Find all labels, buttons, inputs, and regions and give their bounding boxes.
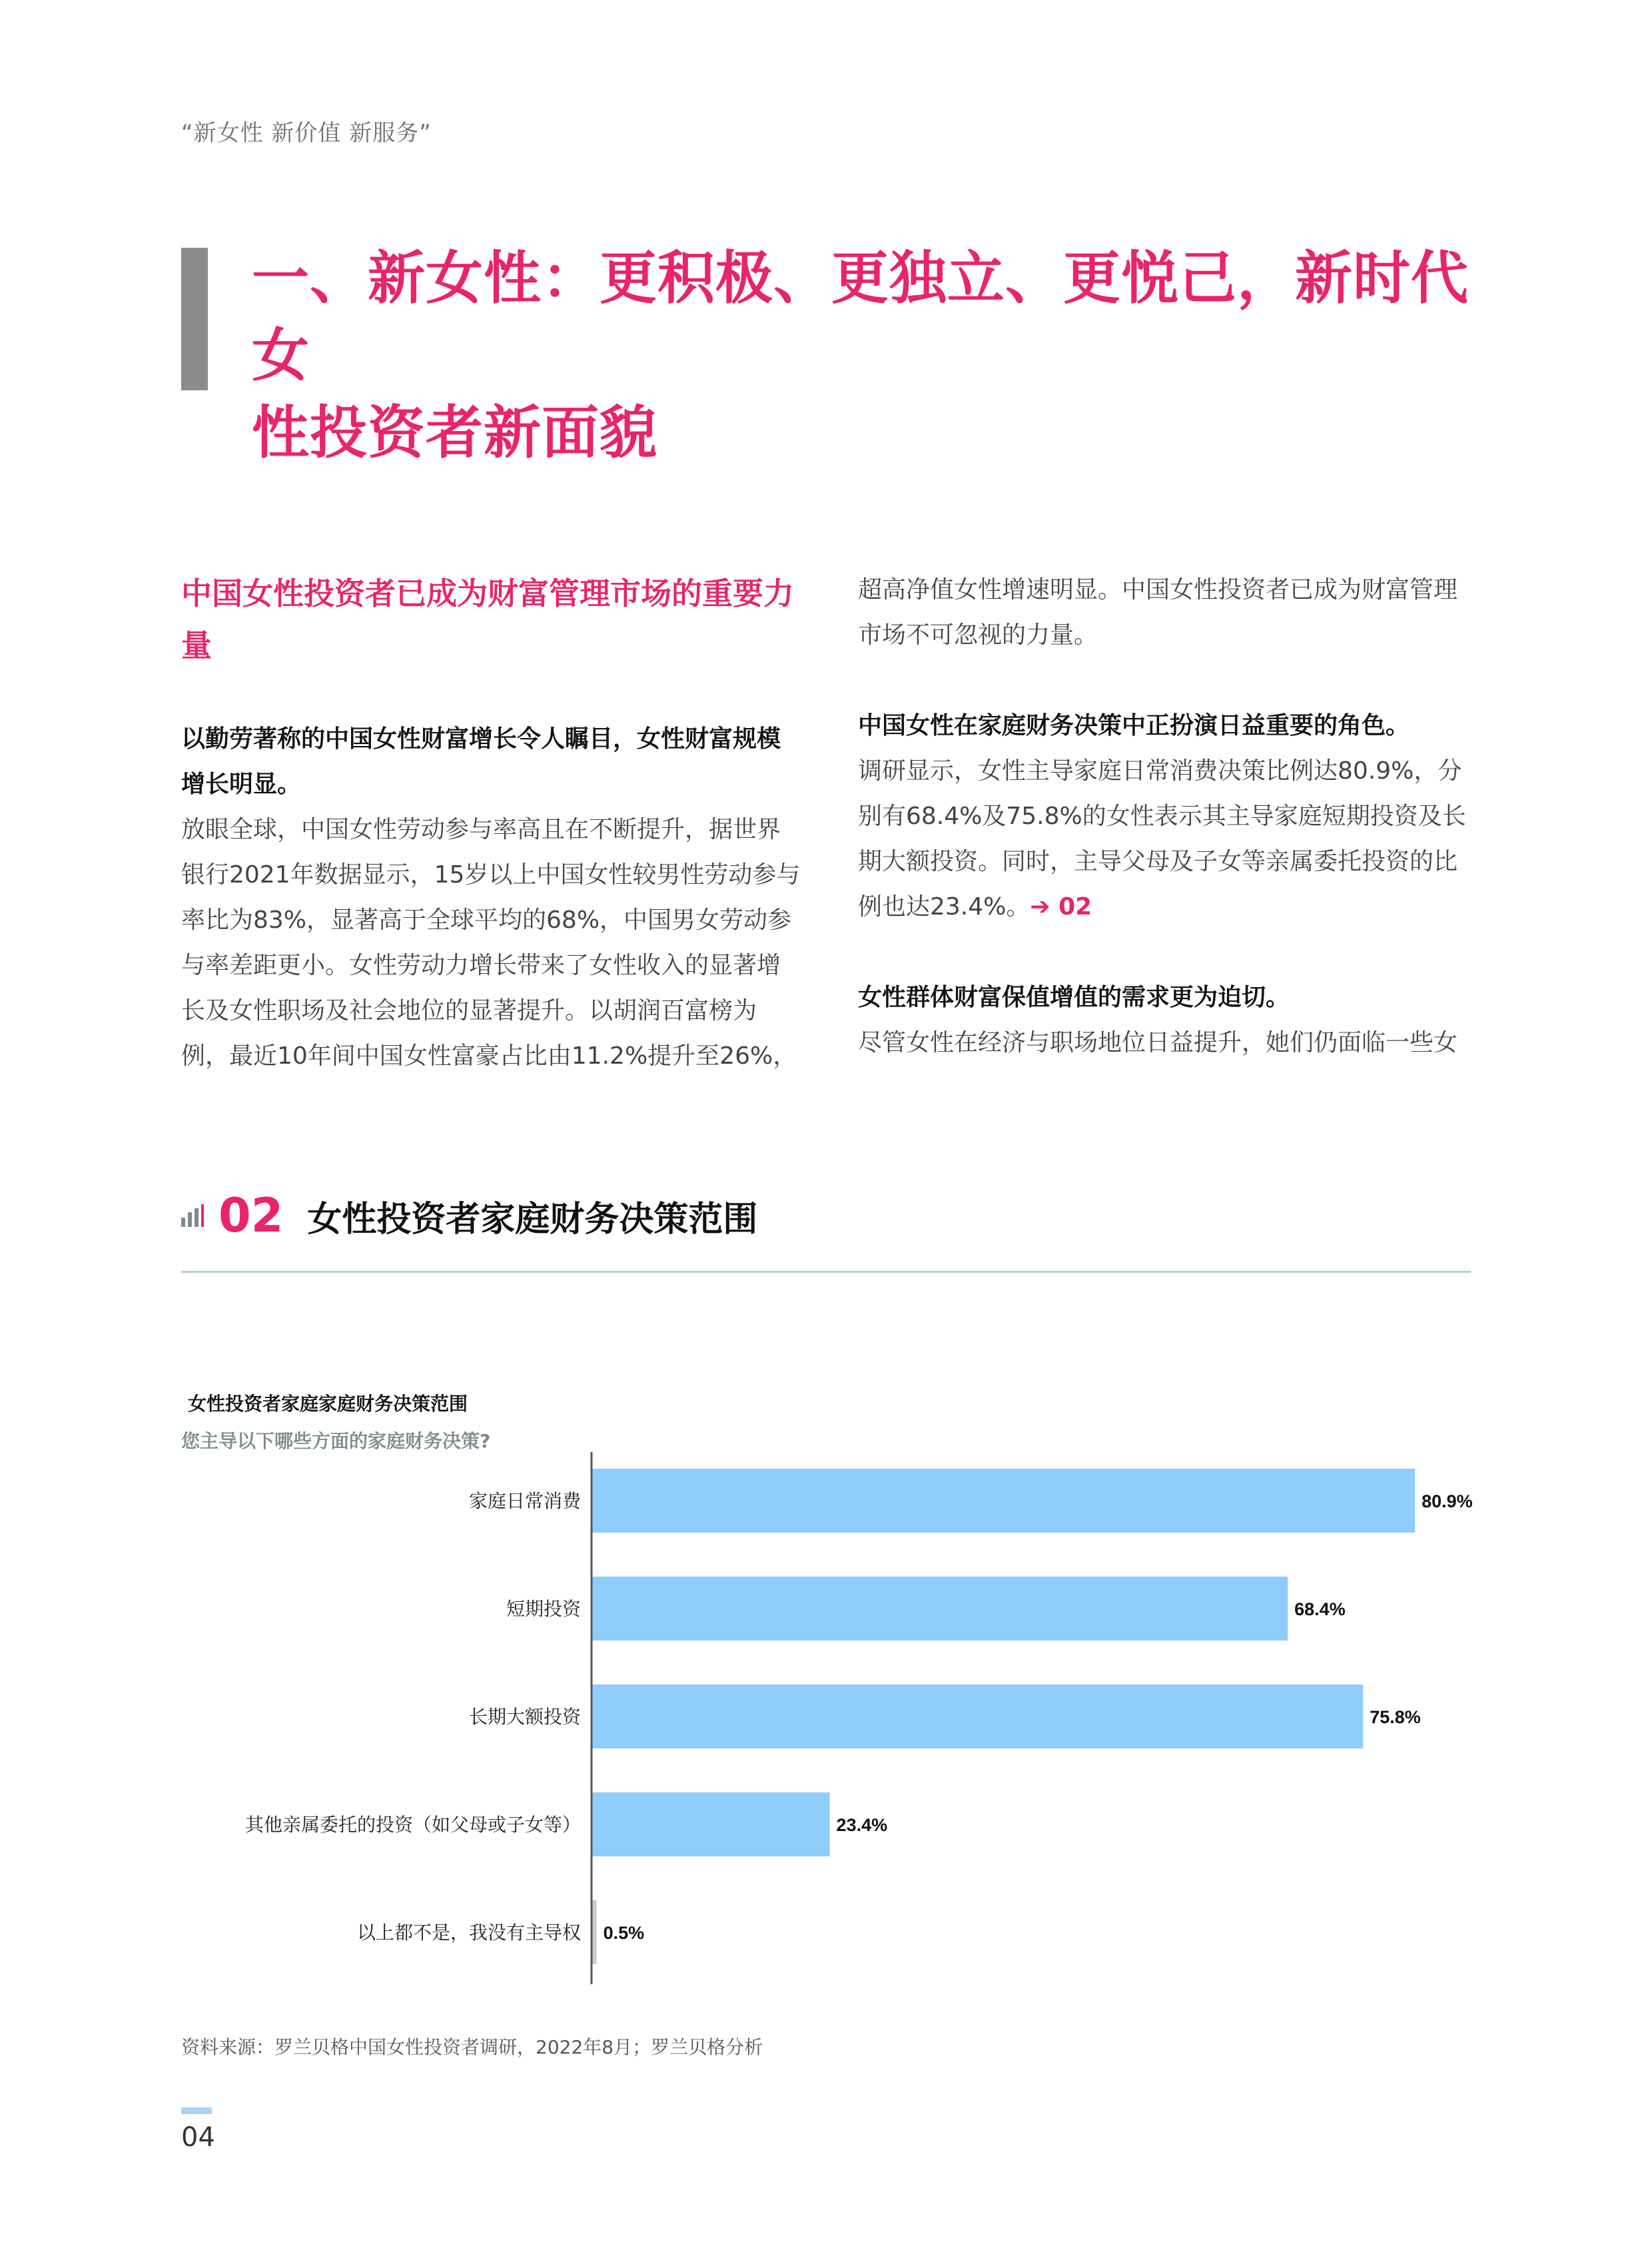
- category-label-4: 其他亲属委托的投资（如父母或子女等）: [244, 1814, 581, 1836]
- bar-1: [592, 1469, 1415, 1533]
- right-column: [858, 567, 1477, 1066]
- category-label-1: 家庭日常消费: [468, 1490, 581, 1512]
- value-label-4: 23.4%: [836, 1815, 888, 1835]
- left-subheading: 中国女性投资者已成为财富管理市场的重要力量: [181, 575, 794, 663]
- decision-scope-bar-chart: [0, 1452, 1652, 1985]
- value-label-3: 75.8%: [1370, 1707, 1421, 1727]
- left-body-text: 放眼全球，中国女性劳动参与率高且在不断提升，据世界银行2021年数据显示，15岁以上中国女性较男性劳动参与率比为83%，显著高于全球平均的68%，中国男女劳动参与率差距更小。女性劳动力增长带来了女性收入的显著增长及女性职场及社会地位的显著提升。以胡润百富榜为例，最近10年间中国女性富豪占比由11.2%提升至26%，: [181, 816, 801, 1070]
- value-label-5: 0.5%: [603, 1923, 645, 1943]
- left-column: [181, 567, 801, 1079]
- page-title: [252, 240, 1491, 472]
- page-title-line-2: 性投资者新面貌: [252, 400, 657, 466]
- right-bold-heading-1: 中国女性在家庭财务决策中正扮演日益重要的角色。: [858, 712, 1410, 739]
- running-head: “新女性 新价值 新服务”: [181, 120, 432, 147]
- section-title: 女性投资者家庭财务决策范围: [307, 1199, 758, 1240]
- bar-chart-icon: [181, 1204, 204, 1227]
- right-continuation-text: 超高净值女性增速明显。中国女性投资者已成为财富管理市场不可忽视的力量。: [858, 576, 1458, 649]
- right-body-text-1-content: 调研显示，女性主导家庭日常消费决策比例达80.9%，分别有68.4%及75.8%的女性表示其主导家庭短期投资及长期大额投资。同时，主导父母及子女等亲属委托投资的比例也达23.4%。: [858, 757, 1466, 921]
- bar-2: [592, 1577, 1288, 1641]
- page-number-accent: [181, 2107, 212, 2114]
- chart-reference-link[interactable]: ➔ 02: [1030, 893, 1092, 921]
- left-bold-lead: 以勤劳著称的中国女性财富增长令人瞩目，女性财富规模增长明显。: [181, 725, 781, 798]
- page-title-line-1: 一、新女性：更积极、更独立、更悦己，新时代女: [252, 245, 1469, 389]
- right-body-text-1: [858, 749, 1477, 930]
- section-header: [181, 1189, 757, 1242]
- right-bold-heading-2: 女性群体财富保值增值的需求更为迫切。: [858, 984, 1290, 1011]
- right-body-text-2: 尽管女性在经济与职场地位日益提升，她们仍面临一些女: [858, 1029, 1458, 1056]
- source-note: 资料来源：罗兰贝格中国女性投资者调研，2022年8月；罗兰贝格分析: [181, 2036, 763, 2058]
- category-label-2: 短期投资: [506, 1598, 581, 1620]
- section-divider: [181, 1271, 1471, 1273]
- section-number: 02: [218, 1188, 284, 1243]
- page-number: 04: [181, 2122, 215, 2153]
- title-accent-bar: [181, 248, 208, 390]
- bar-4: [592, 1792, 830, 1856]
- value-label-2: 68.4%: [1294, 1599, 1346, 1619]
- bar-3: [592, 1684, 1363, 1748]
- category-label-3: 长期大额投资: [468, 1706, 581, 1728]
- category-label-5: 以上都不是，我没有主导权: [356, 1922, 581, 1944]
- chart-title: 女性投资者家庭家庭财务决策范围: [188, 1393, 468, 1415]
- value-label-1: 80.9%: [1422, 1491, 1473, 1511]
- chart-subtitle: 您主导以下哪些方面的家庭财务决策?: [181, 1430, 491, 1452]
